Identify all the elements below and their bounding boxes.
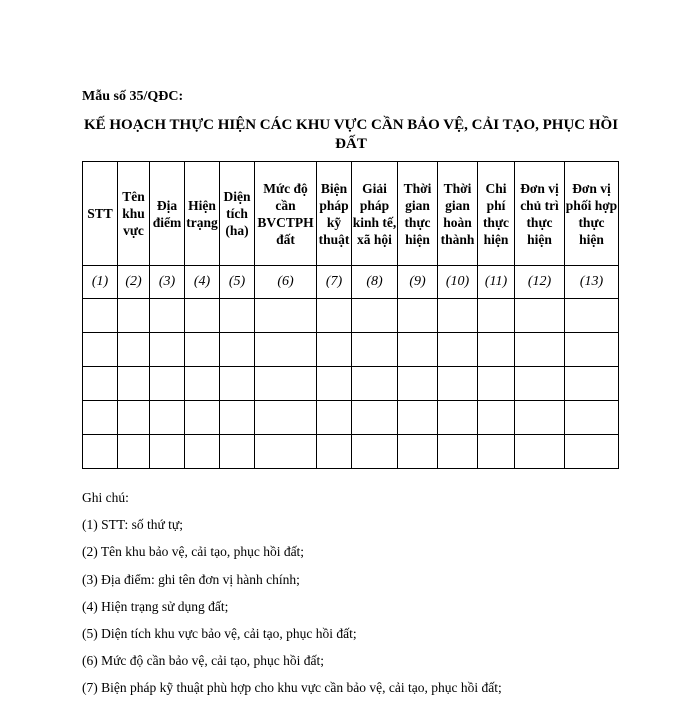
- table-cell: [185, 435, 220, 469]
- column-number-row: [83, 266, 619, 299]
- header-row: [83, 162, 619, 266]
- column-number: (6): [255, 266, 317, 299]
- table-cell: [83, 333, 118, 367]
- table-cell: [438, 333, 478, 367]
- table-cell: [83, 367, 118, 401]
- table-cell: [317, 367, 352, 401]
- table-cell: [398, 367, 438, 401]
- table-cell: [398, 435, 438, 469]
- note-item: (5) Diện tích khu vực bảo vệ, cải tạo, phục hồi đất;: [82, 626, 357, 642]
- notes-heading: Ghi chú:: [82, 490, 129, 505]
- column-number: (8): [352, 266, 398, 299]
- note-item: (3) Địa điểm: ghi tên đơn vị hành chính;: [82, 571, 300, 587]
- table-cell: [478, 435, 515, 469]
- table-cell: [398, 401, 438, 435]
- table-cell: [352, 367, 398, 401]
- table-cell: [478, 401, 515, 435]
- column-number: (13): [565, 266, 619, 299]
- table-row: [83, 401, 619, 435]
- document-title: KẾ HOẠCH THỰC HIỆN CÁC KHU VỰC CẦN BẢO VỆ, CẢI TẠO, PHỤC HỒI ĐẤT: [83, 117, 619, 152]
- table-cell: [255, 435, 317, 469]
- header-stt: STT: [83, 162, 118, 266]
- header-lead-unit: Đơn vị chủ trì thực hiện: [515, 162, 565, 266]
- table-cell: [515, 333, 565, 367]
- table-cell: [317, 333, 352, 367]
- table-cell: [220, 435, 255, 469]
- table-cell: [565, 333, 619, 367]
- table-cell: [478, 299, 515, 333]
- table-cell: [220, 333, 255, 367]
- header-coordinating-unit: Đơn vị phối hợp thực hiện: [565, 162, 619, 266]
- header-technical-measures: Biện pháp kỹ thuật: [317, 162, 352, 266]
- table-row: [83, 435, 619, 469]
- table-cell: [565, 401, 619, 435]
- table-cell: [83, 299, 118, 333]
- table-cell: [83, 401, 118, 435]
- note-item: (2) Tên khu bảo vệ, cải tạo, phục hồi đất;: [82, 544, 305, 560]
- table-cell: [438, 435, 478, 469]
- column-number: (1): [83, 266, 118, 299]
- table-cell: [118, 401, 150, 435]
- header-area-name: Tên khu vực: [118, 162, 150, 266]
- table-cell: [438, 299, 478, 333]
- table-cell: [565, 367, 619, 401]
- table-cell: [317, 435, 352, 469]
- table-cell: [352, 299, 398, 333]
- table-cell: [118, 333, 150, 367]
- table-cell: [255, 367, 317, 401]
- table-row: [83, 367, 619, 401]
- table-cell: [438, 367, 478, 401]
- note-item: (6) Mức độ cần bảo vệ, cải tạo, phục hồi đất;: [82, 653, 324, 669]
- column-number: (11): [478, 266, 515, 299]
- table-cell: [185, 401, 220, 435]
- header-area-ha: Diện tích (ha): [220, 162, 255, 266]
- table-cell: [255, 299, 317, 333]
- table-cell: [118, 367, 150, 401]
- table-cell: [150, 333, 185, 367]
- plan-table: [82, 161, 619, 469]
- table-cell: [220, 299, 255, 333]
- table-cell: [352, 333, 398, 367]
- header-socioeconomic-solutions: Giải pháp kinh tế, xã hội: [352, 162, 398, 266]
- table-cell: [515, 367, 565, 401]
- table-cell: [438, 401, 478, 435]
- table-row: [83, 333, 619, 367]
- column-number: (7): [317, 266, 352, 299]
- column-number: (3): [150, 266, 185, 299]
- header-location: Địa điểm: [150, 162, 185, 266]
- table-cell: [398, 299, 438, 333]
- table-cell: [150, 401, 185, 435]
- table-cell: [398, 333, 438, 367]
- notes-section: [82, 484, 502, 702]
- table-cell: [220, 367, 255, 401]
- header-level: Mức độ cần BVCTPH đất: [255, 162, 317, 266]
- header-cost: Chi phí thực hiện: [478, 162, 515, 266]
- table-cell: [118, 435, 150, 469]
- form-code: Mẫu số 35/QĐC:: [82, 89, 184, 104]
- table-cell: [478, 333, 515, 367]
- table-cell: [317, 299, 352, 333]
- table-cell: [185, 299, 220, 333]
- column-number: (2): [118, 266, 150, 299]
- table-cell: [185, 333, 220, 367]
- note-item: (7) Biện pháp kỹ thuật phù hợp cho khu vực cần bảo vệ, cải tạo, phục hồi đất;: [82, 680, 502, 696]
- table-cell: [255, 333, 317, 367]
- table-cell: [565, 299, 619, 333]
- table-cell: [255, 401, 317, 435]
- column-number: (5): [220, 266, 255, 299]
- table-cell: [83, 435, 118, 469]
- header-current-state: Hiện trạng: [185, 162, 220, 266]
- table-cell: [352, 435, 398, 469]
- column-number: (12): [515, 266, 565, 299]
- column-number: (9): [398, 266, 438, 299]
- table-cell: [150, 435, 185, 469]
- table-cell: [220, 401, 255, 435]
- table-row: [83, 299, 619, 333]
- note-item: (4) Hiện trạng sử dụng đất;: [82, 598, 229, 614]
- header-start-time: Thời gian thực hiện: [398, 162, 438, 266]
- table-cell: [515, 299, 565, 333]
- table-cell: [565, 435, 619, 469]
- column-number: (10): [438, 266, 478, 299]
- table-cell: [317, 401, 352, 435]
- column-number: (4): [185, 266, 220, 299]
- header-completion-time: Thời gian hoàn thành: [438, 162, 478, 266]
- table-cell: [352, 401, 398, 435]
- table-cell: [150, 367, 185, 401]
- table-cell: [185, 367, 220, 401]
- table-cell: [515, 401, 565, 435]
- table-cell: [150, 299, 185, 333]
- table-cell: [515, 435, 565, 469]
- table-cell: [118, 299, 150, 333]
- note-item: (1) STT: số thứ tự;: [82, 517, 183, 533]
- table-cell: [478, 367, 515, 401]
